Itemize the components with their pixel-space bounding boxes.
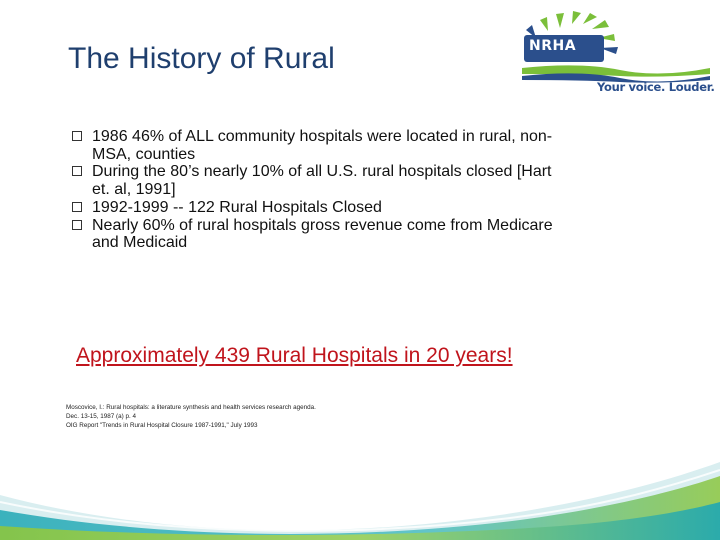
bullet-list bbox=[72, 128, 672, 252]
bullet-text-line: Nearly 60% of rural hospitals gross revenue come from Medicare bbox=[92, 216, 553, 234]
bullet-text-line: and Medicaid bbox=[92, 234, 188, 252]
bullet-text-line: 1992-1999 -- 122 Rural Hospitals Closed bbox=[92, 198, 382, 216]
slide-title: The History of Rural bbox=[68, 42, 335, 75]
references bbox=[66, 403, 316, 431]
checkbox-bullet-icon bbox=[72, 131, 82, 141]
checkbox-bullet-icon bbox=[72, 166, 82, 176]
bullet-item bbox=[72, 199, 672, 217]
bullet-item bbox=[72, 128, 672, 163]
checkbox-bullet-icon bbox=[72, 202, 82, 212]
highlight-statement: Approximately 439 Rural Hospitals in 20 years! bbox=[76, 344, 513, 367]
logo-tagline: Your voice. Louder. bbox=[597, 80, 715, 94]
bullet-text-line: During the 80’s nearly 10% of all U.S. rural hospitals closed [Hart bbox=[92, 163, 552, 181]
reference-line: Moscovice, I.: Rural hospitals: a literature synthesis and health services research agenda. bbox=[66, 404, 316, 411]
reference-line: OIG Report "Trends in Rural Hospital Closure 1987-1991," July 1993 bbox=[66, 422, 258, 430]
bullet-text-line: 1986 46% of ALL community hospitals were located in rural, non- bbox=[92, 128, 553, 145]
decorative-swoosh bbox=[0, 440, 720, 540]
bullet-item bbox=[72, 163, 672, 198]
bullet-text-line: et. al, 1991] bbox=[92, 181, 176, 199]
logo-text: NRHA bbox=[529, 38, 577, 54]
reference-line: Dec. 13-15, 1987 (a) p. 4 bbox=[66, 413, 137, 421]
bullet-text-line: MSA, counties bbox=[92, 145, 196, 163]
checkbox-bullet-icon bbox=[72, 220, 82, 230]
bullet-item bbox=[72, 217, 672, 252]
